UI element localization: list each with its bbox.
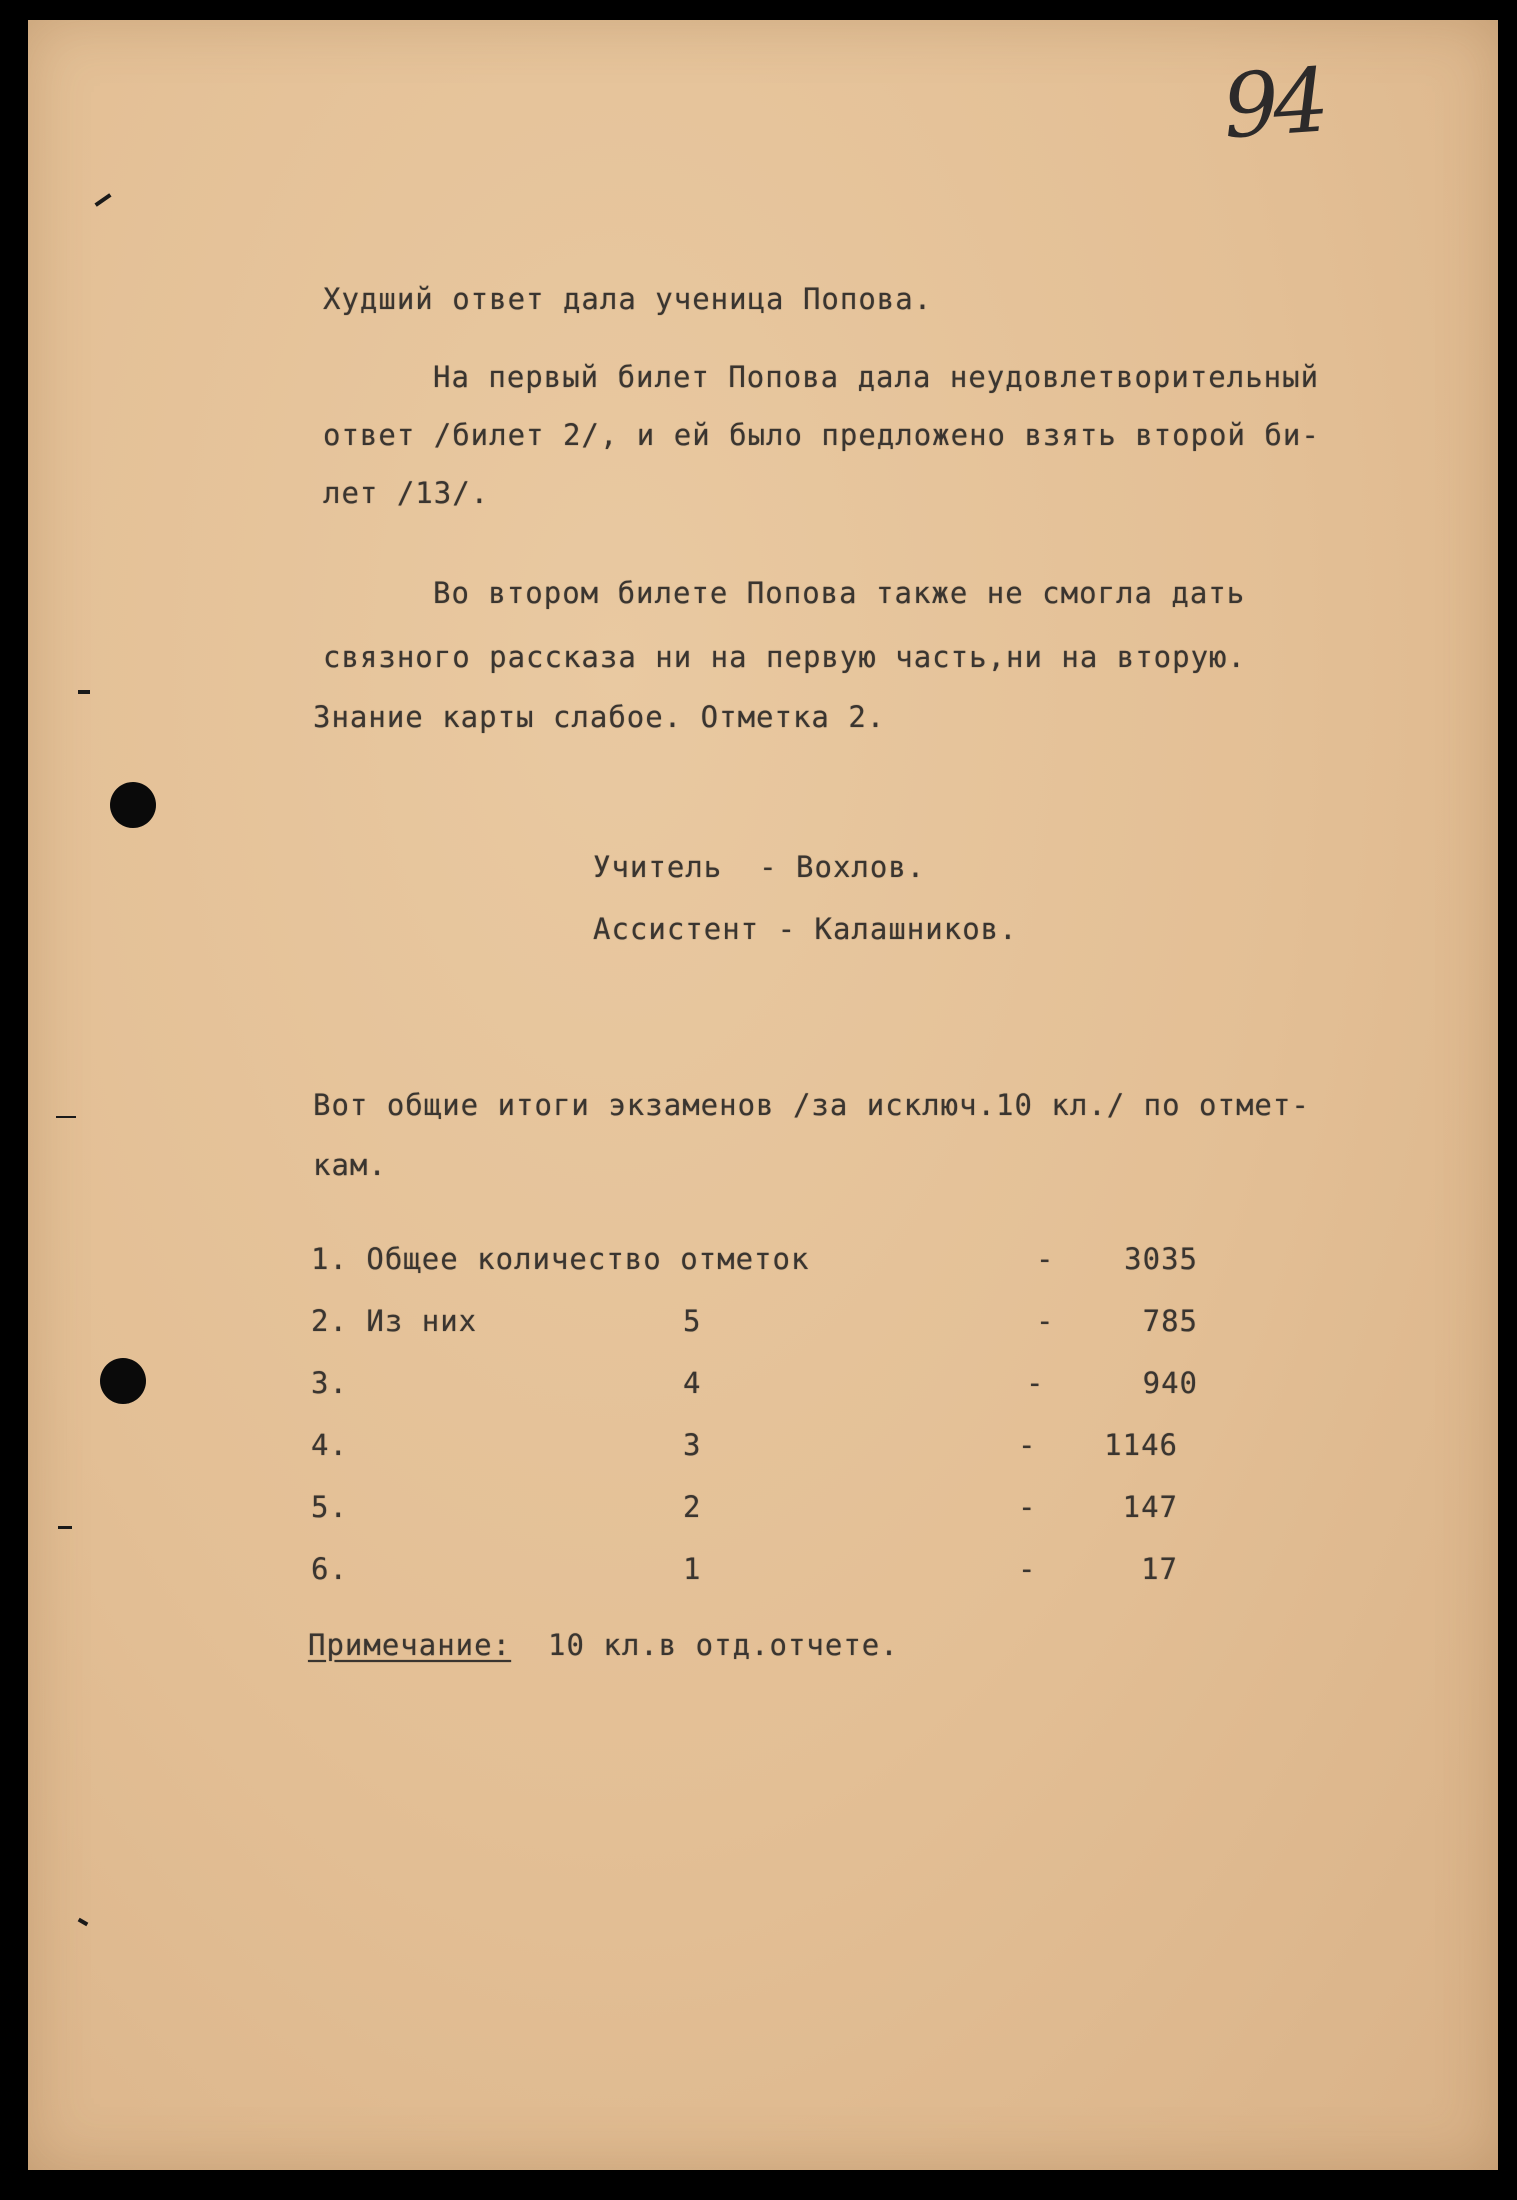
paragraph-second-ticket-line-3: Знание карты слабое. Отметка 2. [313,700,886,734]
paragraph-first-ticket-line-1: На первый билет Попова дала неудовлетворительный [433,360,1320,394]
document-page [28,20,1498,2170]
row-grade: 3 [683,1428,702,1462]
note-text: 10 кл.в отд.отчете. [547,1628,899,1662]
paragraph-first-ticket-line-3: лет /13/. [323,476,490,510]
row-dash: - [1036,1242,1055,1276]
note-label: Примечание: [308,1628,512,1662]
paragraph-second-ticket-line-1: Во втором билете Попова также не смогла дать [433,576,1246,610]
row-grade: 2 [683,1490,702,1524]
row-label: 1. Общее количество отметок [311,1242,810,1276]
row-count: 3035 [1124,1242,1198,1276]
row-label: 2. Из них [311,1304,478,1338]
signature-teacher: Учитель - Вохлов. [593,850,926,884]
handwritten-page-number: 94 [1219,48,1327,159]
summary-intro-line-2: кам. [313,1148,387,1182]
row-count: 785 [1142,1304,1198,1338]
row-dash: - [1018,1428,1037,1462]
margin-mark [78,1918,89,1926]
punch-hole-upper [110,782,156,828]
row-dash: - [1018,1490,1037,1524]
paragraph-worst-answer: Худший ответ дала ученица Попова. [323,282,933,316]
row-label: 4. [311,1428,348,1462]
row-label: 3. [311,1366,348,1400]
margin-mark [58,1526,72,1529]
row-grade: 4 [683,1366,702,1400]
row-label: 6. [311,1552,348,1586]
signature-assistant: Ассистент - Калашников. [593,912,1018,946]
margin-mark [56,1116,76,1118]
summary-intro-line-1: Вот общие итоги экзаменов /за исключ.10 кл./ по отмет- [313,1088,1310,1122]
row-count: 17 [1141,1552,1178,1586]
punch-hole-lower [100,1358,146,1404]
paragraph-first-ticket-line-2: ответ /билет 2/, и ей было предложено взять второй би- [323,418,1320,452]
margin-mark [78,690,90,694]
margin-mark [94,193,111,207]
row-label: 5. [311,1490,348,1524]
row-grade: 5 [683,1304,702,1338]
row-grade: 1 [683,1552,702,1586]
paragraph-second-ticket-line-2: связного рассказа ни на первую часть,ни на вторую. [323,640,1246,674]
note-line [308,1628,899,1662]
row-count: 940 [1142,1366,1198,1400]
row-dash: - [1036,1304,1055,1338]
row-count: 147 [1122,1490,1178,1524]
row-count: 1146 [1104,1428,1178,1462]
row-dash: - [1018,1552,1037,1586]
row-dash: - [1026,1366,1045,1400]
